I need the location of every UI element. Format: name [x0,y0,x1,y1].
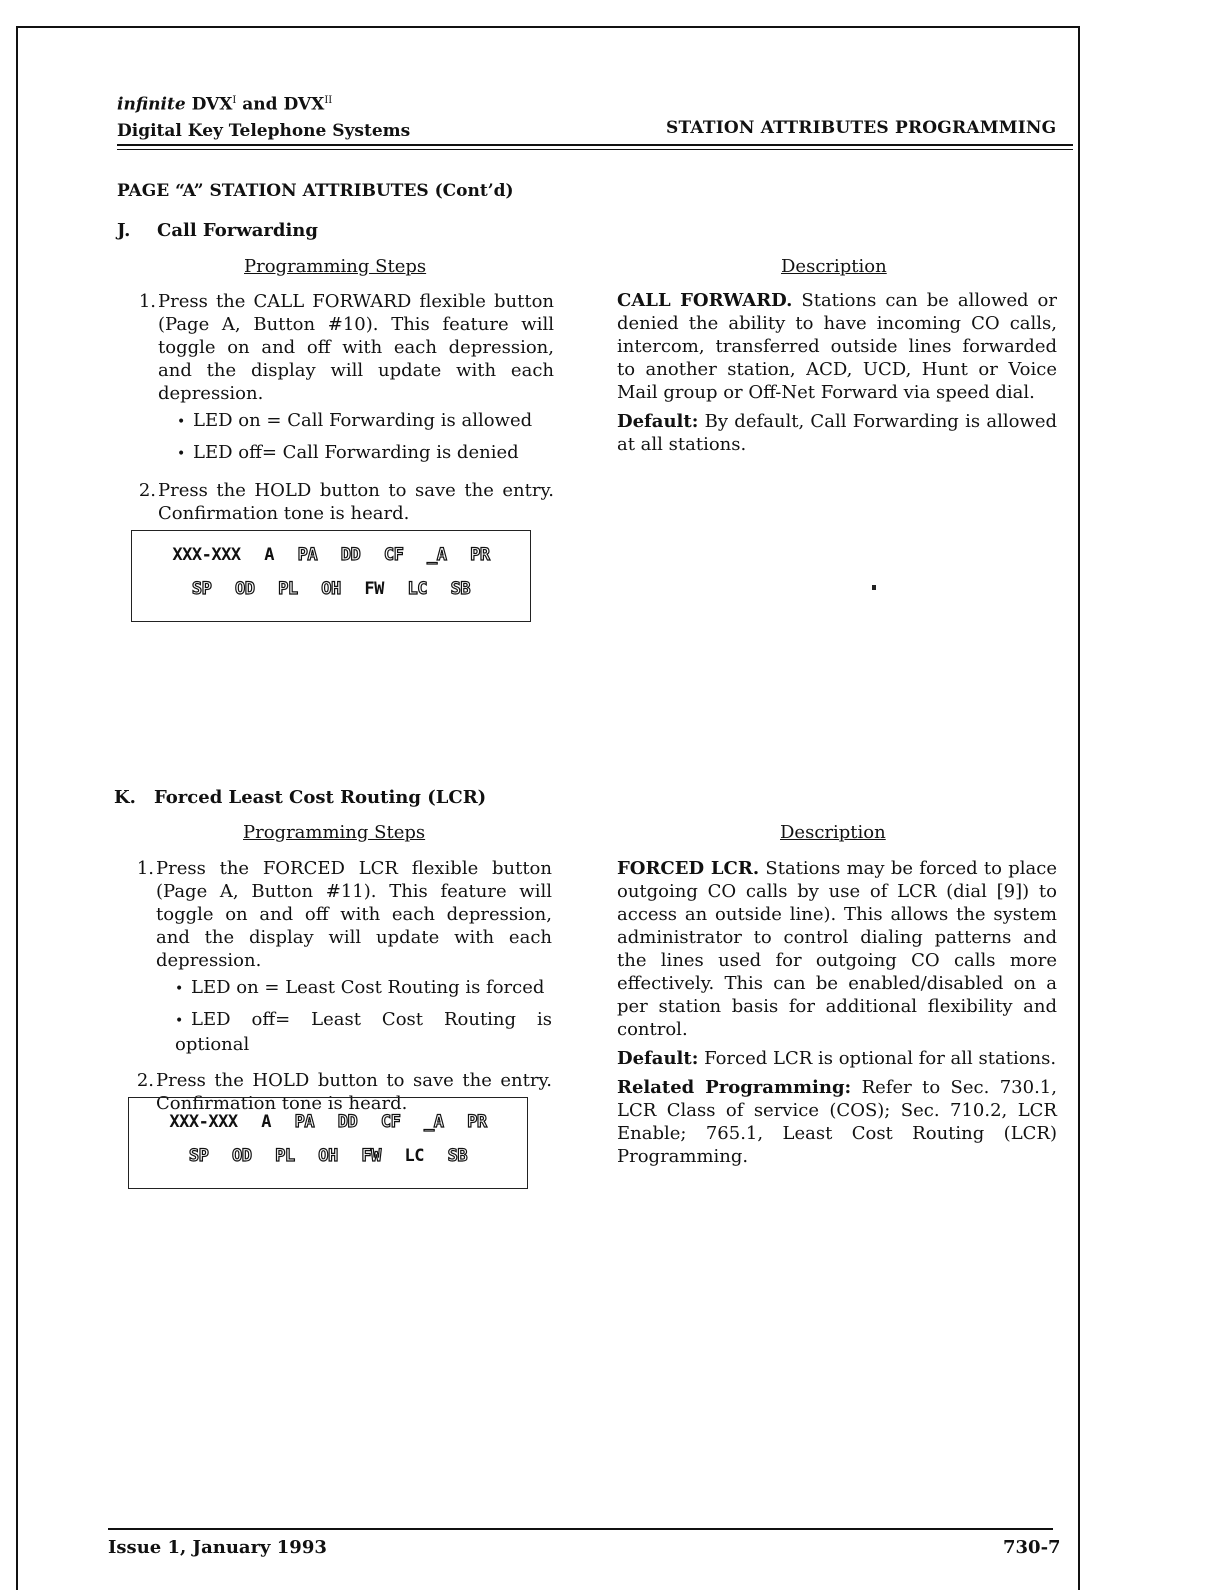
section-letter: K. [114,787,136,808]
section-k-description [617,857,1057,1174]
related-paragraph [617,1076,1057,1168]
related-text: Refer to Sec. 730.1, LCR Class of service (COS); Sec. 710.2, LCR Enable; 765.1, Least Cost Routing (LCR) Programming. [617,1077,1057,1167]
section-j-description [617,289,1057,462]
section-letter: J. [117,220,131,241]
description-paragraph [617,289,1057,404]
lcd-token: OD [232,1146,252,1166]
footer-rule [108,1528,1053,1530]
lcd-token: LC [407,579,427,599]
footer-issue: Issue 1, January 1993 [108,1537,327,1558]
page-border-left [16,26,18,1590]
scan-speck [872,585,876,590]
default-paragraph [617,1047,1057,1070]
lcd-token: DD [340,545,361,565]
section-j-title [117,220,318,241]
lcd-token: LC [404,1146,424,1166]
step-number: 2. [138,480,156,501]
lcd-token: PL [275,1146,295,1166]
description-lead: CALL FORWARD. [617,290,793,311]
step-item [134,479,554,525]
step-text: Press the HOLD button to save the entry. Confirmation tone is heard. [156,1070,552,1114]
header-section-title: STATION ATTRIBUTES PROGRAMMING [666,118,1057,138]
model-b-sup: II [324,95,333,106]
lcd-token: A [264,545,274,565]
header-rule-thin [117,149,1073,150]
lcd-token: PA [294,1112,315,1132]
model-a-sup: I [232,95,237,106]
lcd-token: A [261,1112,271,1132]
lcd-token: XXX-XXX [169,1112,238,1132]
step-number: 1. [136,858,154,879]
step-number: 1. [138,291,156,312]
description-text: Stations can be allowed or denied the ability to have incoming CO calls, intercom, transferred outside lines forwarded to another station, ACD, UCD, Hunt or Voice Mail group or Off-Net Forward via speed dial. [617,290,1057,403]
lcd-token: SP [191,579,212,599]
page-heading: PAGE “A” STATION ATTRIBUTES (Cont’d) [117,181,514,201]
default-label: Default: [617,411,699,432]
bullet-item: • LED on = Least Cost Routing is forced [175,976,552,1001]
default-text: Forced LCR is optional for all stations. [698,1048,1057,1069]
step-item [134,290,554,473]
steps-heading: Programming Steps [243,822,426,843]
step-text: Press the CALL FORWARD flexible button (Page A, Button #10). This feature will toggle on and off with each depression, and the display will update with each depression. [158,291,554,404]
lcd-token: PL [278,579,298,599]
page-border [18,26,1080,28]
model-a: DVX [191,94,233,115]
lcd-token: SP [188,1146,209,1166]
related-label: Related Programming: [617,1077,852,1098]
footer-page-number: 730-7 [1003,1537,1061,1558]
lcd-token: _A [426,545,447,565]
step-item [132,857,552,1063]
description-heading: Description [780,822,886,843]
description-text: Stations may be forced to place outgoing CO calls by use of LCR (dial [9]) to access an outside line). This allows the system administrator to control dialing patterns and the lines used for outgoing CO calls more effectively. This can be enabled/disabled on a per station basis for additional flexibility and control. [617,858,1057,1040]
lcd-token: PA [297,545,318,565]
lcd-token: SB [450,579,471,599]
section-j-steps [134,290,554,531]
description-lead: FORCED LCR. [617,858,760,879]
header-subtitle: Digital Key Telephone Systems [117,120,411,141]
brand-name: infinite [117,94,186,115]
default-paragraph [617,410,1057,456]
lcd-token: OH [318,1146,338,1166]
section-k-steps [132,857,552,1121]
lcd-row-2 [132,579,530,599]
section-k-title [114,787,486,808]
lcd-token: PR [470,545,490,565]
lcd-row-1 [129,1112,527,1132]
lcd-token: CF [383,545,404,565]
lcd-token: CF [380,1112,401,1132]
lcd-token: DD [337,1112,358,1132]
lcd-token: FW [361,1146,381,1166]
lcd-token: PR [467,1112,487,1132]
section-title-text: Call Forwarding [157,220,318,241]
lcd-display-k [128,1097,528,1189]
bullet-item: • LED off= Call Forwarding is denied [177,441,554,466]
lcd-row-2 [129,1146,527,1166]
section-title-text: Forced Least Cost Routing (LCR) [154,787,487,808]
description-heading: Description [781,256,887,277]
lcd-token: FW [364,579,384,599]
steps-heading: Programming Steps [244,256,427,277]
lcd-token: XXX-XXX [172,545,241,565]
lcd-token: OH [321,579,341,599]
bullet-item: • LED off= Least Cost Routing is optional [175,1008,552,1056]
lcd-token: _A [423,1112,444,1132]
model-b: and DVX [242,94,325,115]
lcd-row-1 [132,545,530,565]
step-text: Press the HOLD button to save the entry. Confirmation tone is heard. [158,480,554,524]
header-rule [117,144,1073,146]
lcd-token: OD [235,579,255,599]
header-title-block [117,88,410,144]
product-line [117,88,410,118]
description-paragraph [617,857,1057,1041]
lcd-display-j [131,530,531,622]
step-text: Press the FORCED LCR flexible button (Page A, Button #11). This feature will toggle on and off with each depression, and the display will update with each depression. [156,858,552,971]
step-number: 2. [136,1070,154,1091]
default-label: Default: [617,1048,699,1069]
default-text: By default, Call Forwarding is allowed at all stations. [617,411,1057,455]
bullet-item: • LED on = Call Forwarding is allowed [177,409,554,434]
lcd-token: SB [447,1146,468,1166]
page-border-right [1078,28,1080,1590]
